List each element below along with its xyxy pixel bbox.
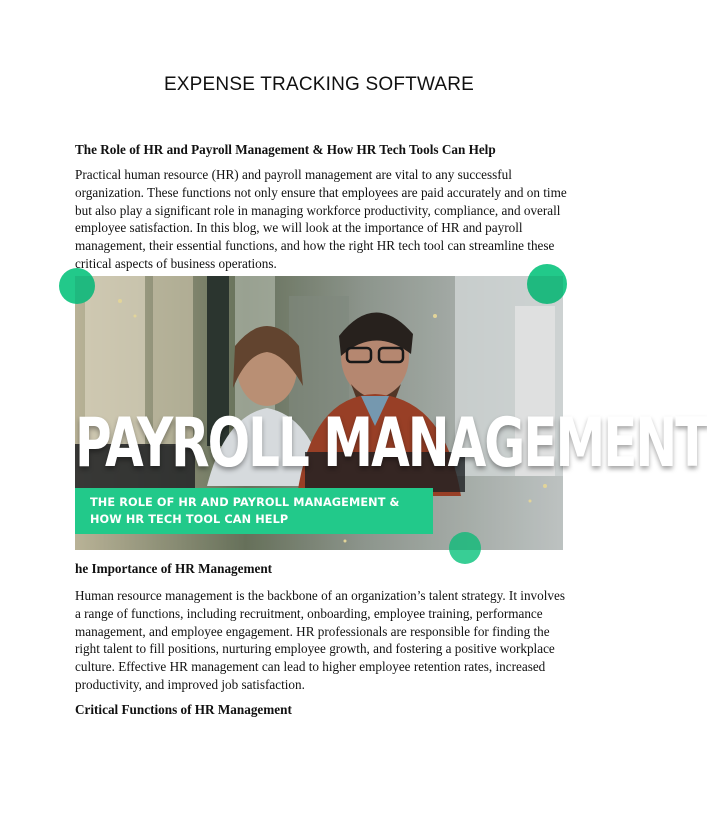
hero-title: PAYROLL MANAGEMENT — [75, 404, 707, 483]
hero-subtitle-line-2: HOW HR TECH TOOL CAN HELP — [90, 513, 289, 526]
section-body-role: Practical human resource (HR) and payroll management are vital to any successful organization. These functions not only ensure that employees are paid accurately and on time but also play a significant role in managing workforce productivity, compliance, and overall employee satisfaction. In this blog, we will look at the importance of HR and payroll management, their essential functions, and how the right HR tech tool can streamline these critical aspects of business operations. — [75, 167, 567, 271]
section-heading-importance: he Importance of HR Management — [75, 561, 273, 576]
hero-subtitle-banner — [75, 488, 433, 534]
section-heading-critical-functions: Critical Functions of HR Management — [75, 702, 292, 717]
section-heading-role: The Role of HR and Payroll Management & How HR Tech Tools Can Help — [75, 142, 496, 157]
section-body-importance: Human resource management is the backbone of an organization’s talent strategy. It involves a range of functions, including recruitment, onboarding, employee training, performance management, and employee engagement. HR professionals are responsible for finding the right talent to fill positions, nurturing employee growth, and fostering a positive workplace culture. Effective HR management can lead to higher employee retention rates, increased productivity, and improved job satisfaction. — [75, 588, 565, 692]
hero-subtitle-line-1: THE ROLE OF HR AND PAYROLL MANAGEMENT & — [90, 496, 400, 509]
hero-image — [75, 276, 707, 550]
document-title: EXPENSE TRACKING SOFTWARE — [163, 74, 475, 95]
